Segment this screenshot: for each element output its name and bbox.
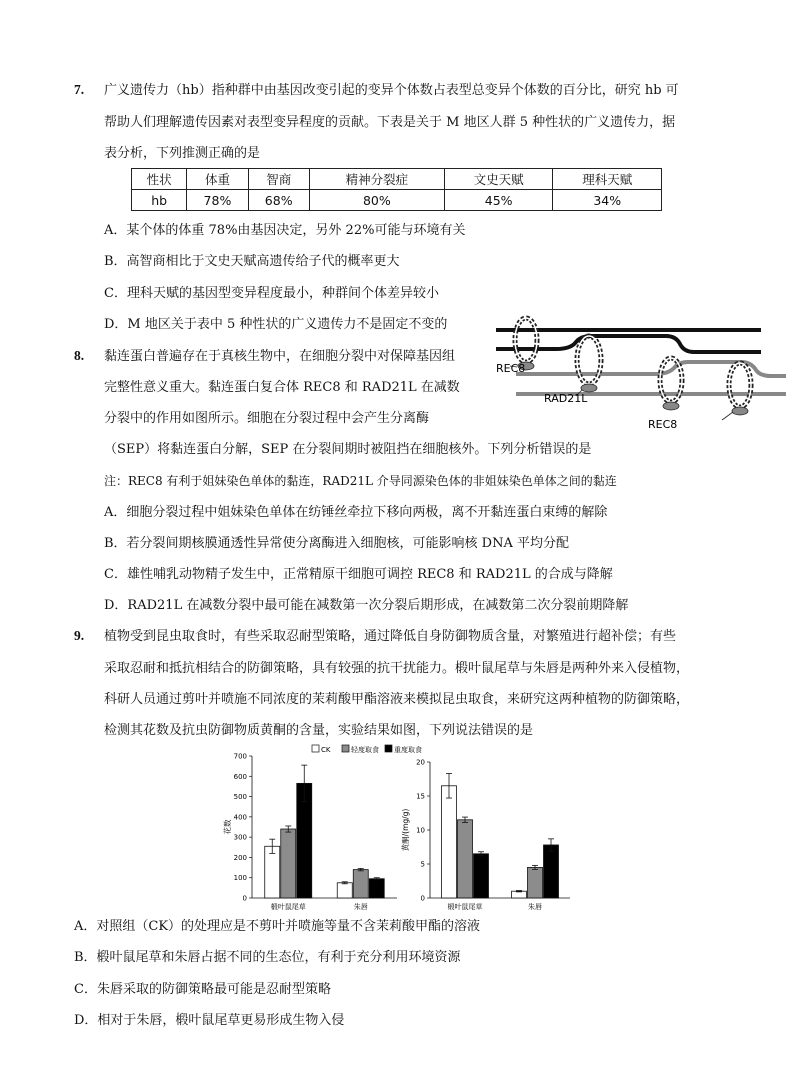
q7-option-b: B．高智商相比于文史天赋高遗传给子代的概率更大: [104, 254, 400, 269]
question-8-number: 8.: [74, 348, 85, 363]
q8-option-d: D．RAD21L 在减数分裂中最可能在减数第一次分裂后期形成，在减数第二次分裂前期降解: [104, 598, 629, 613]
q9-stem-line-4: 检测其花数及抗虫防御物质黄酮的含量，实验结果如图，下列说法错误的是: [104, 723, 534, 738]
table-header-cell: 文史天赋: [444, 169, 553, 190]
q9-stem-line-2: 采取忍耐和抵抗相结合的防御策略，具有较强的抗干扰能力。椴叶鼠尾草与朱唇是两种外来入侵植物，: [104, 661, 690, 676]
y-tick-label: 0: [420, 894, 425, 903]
bar: [281, 829, 296, 898]
legend-swatch-ck: [312, 745, 319, 752]
bar: [528, 867, 543, 898]
bar: [337, 883, 352, 898]
q7-stem-line-3: 表分析，下列推测正确的是: [104, 146, 261, 161]
y-tick-label: 5: [420, 860, 425, 869]
legend-swatch-heavy: [385, 745, 392, 752]
bar: [458, 820, 473, 898]
q8-stem-line-2: 完整性意义重大。黏连蛋白复合体 REC8 和 RAD21L 在减数: [104, 380, 460, 395]
rec8-ring-2: [660, 358, 682, 410]
q7-option-c: C．理科天赋的基因型变异程度最小，种群间个体差异较小: [104, 286, 439, 301]
y-axis-label: 黄酮/(mg/g): [401, 808, 410, 852]
y-tick-label: 10: [416, 826, 425, 835]
legend-swatch-light: [342, 745, 349, 752]
q9-option-a: A．对照组（CK）的处理应是不剪叶并喷施等量不含茉莉酸甲酯的溶液: [74, 919, 481, 934]
y-tick-label: 200: [233, 853, 247, 862]
table-header-row: [132, 169, 662, 190]
heritability-table: [131, 168, 662, 211]
table-header-cell: 性状: [132, 169, 187, 190]
q8-stem-line-4: （SEP）将黏连蛋白分解，SEP 在分裂间期时被阻挡在细胞核外。下列分析错误的是: [104, 442, 592, 457]
q8-stem-line-1: 黏连蛋白普遍存在于真核生物中，在细胞分裂中对保障基因组: [104, 349, 456, 364]
q8-option-b: B．若分裂间期核膜通透性异常使分离酶进入细胞核，可能影响核 DNA 平均分配: [104, 536, 570, 551]
table-cell: 80%: [309, 190, 444, 211]
rad21l-ring: [577, 336, 601, 392]
cohesin-diagram: [496, 310, 791, 435]
table-cell: hb: [132, 190, 187, 211]
table-header-cell: 体重: [187, 169, 248, 190]
x-category-label: 椴叶鼠尾草: [270, 903, 306, 911]
y-tick-label: 400: [233, 813, 247, 822]
q8-option-c: C．雄性哺乳动物精子发生中，正常精原干细胞可调控 REC8 和 RAD21L 的合成与降解: [104, 567, 613, 582]
q8-option-a: A．细胞分裂过程中姐妹染色单体在纺锤丝牵拉下移向两极，离不开黏连蛋白束缚的解除: [104, 505, 608, 520]
y-tick-label: 15: [416, 792, 425, 801]
bar: [369, 879, 384, 898]
bar: [474, 854, 489, 898]
label-rec8-b: REC8: [648, 418, 678, 431]
q9-option-b: B．椴叶鼠尾草和朱唇占据不同的生态位，有利于充分利用环境资源: [74, 950, 461, 965]
q7-stem-line-2: 帮助人们理解遗传因素对表型变异程度的贡献。下表是关于 M 地区人群 5 种性状的广义遗传力，据: [104, 115, 676, 130]
q9-option-c: C．朱唇采取的防御策略最可能是忍耐型策略: [74, 982, 331, 997]
table-cell: 34%: [553, 190, 662, 211]
label-rad21l: RAD21L: [544, 392, 588, 405]
q7-option-d: D．M 地区关于表中 5 种性状的广义遗传力不是固定不变的: [104, 317, 448, 332]
y-tick-label: 300: [233, 833, 247, 842]
y-tick-label: 100: [233, 874, 247, 883]
q9-option-d: D．相对于朱唇，椴叶鼠尾草更易形成生物入侵: [74, 1013, 345, 1028]
y-tick-label: 20: [416, 758, 425, 767]
y-tick-label: 600: [233, 772, 247, 781]
bar: [353, 870, 368, 898]
x-category-label: 朱唇: [528, 903, 542, 911]
rec8-ring-3: [729, 363, 751, 415]
q9-stem-line-3: 科研人员通过剪叶并喷施不同浓度的茉莉酸甲酯溶液来模拟昆虫取食，来研究这两种植物的防御策略，: [104, 692, 690, 707]
y-tick-label: 500: [233, 793, 247, 802]
table-header-cell: 精神分裂症: [309, 169, 444, 190]
y-tick-label: 700: [233, 752, 247, 761]
question-7-number: 7.: [74, 82, 85, 97]
x-category-label: 椴叶鼠尾草: [447, 903, 483, 911]
q8-note: 注：REC8 有利于姐妹染色单体的黏连，RAD21L 介导同源染色体的非姐妹染色单体之间的黏连: [104, 474, 617, 488]
defense-strategy-charts: [220, 742, 580, 912]
legend-label-light: 轻度取食: [351, 746, 379, 754]
q8-stem-line-3: 分裂中的作用如图所示。细胞在分裂过程中会产生分离酶: [104, 411, 430, 426]
table-row: [132, 190, 662, 211]
legend-label-heavy: 重度取食: [394, 746, 422, 754]
q7-stem-line-1: 广义遗传力（hb）指种群中由基因改变引起的变异个体数占表型总变异个体数的百分比，研究 hb 可: [104, 83, 679, 98]
table-cell: 45%: [444, 190, 553, 211]
y-axis-label: 花数: [223, 819, 232, 835]
x-category-label: 朱唇: [353, 903, 368, 911]
bar: [265, 846, 280, 898]
bar: [544, 845, 559, 898]
table-cell: 78%: [187, 190, 248, 211]
legend-label-ck: CK: [321, 746, 331, 754]
q9-stem-line-1: 植物受到昆虫取食时，有些采取忍耐型策略，通过降低自身防御物质含量，对繁殖进行超补偿；有些: [104, 629, 677, 644]
question-9-number: 9.: [74, 628, 85, 643]
chart-legend: [312, 745, 422, 754]
q7-option-a: A．某个体的体重 78%由基因决定，另外 22%可能与环境有关: [104, 223, 466, 238]
table-header-cell: 智商: [248, 169, 309, 190]
table-header-cell: 理科天赋: [553, 169, 662, 190]
y-tick-label: 0: [242, 894, 247, 903]
flower-count-chart: [222, 753, 397, 912]
table-cell: 68%: [248, 190, 309, 211]
flavonoid-chart: [400, 759, 570, 912]
label-rec8-a: REC8: [496, 362, 526, 375]
bar: [442, 786, 457, 898]
